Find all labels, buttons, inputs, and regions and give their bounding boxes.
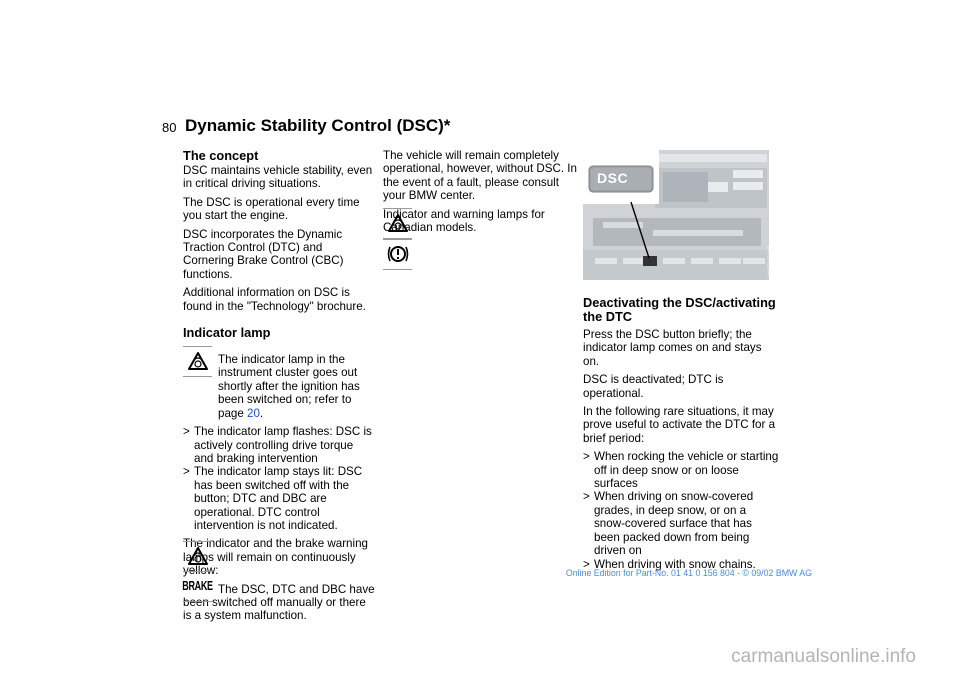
- paragraph: The DSC, DTC and DBC have been switched off manually or there is a system malfunction.: [183, 582, 375, 623]
- dsc-button-photo: [583, 150, 773, 280]
- brake-warning-icon: [183, 571, 212, 602]
- dsc-warning-triangle-icon: [183, 541, 212, 572]
- dsc-button-label: DSC: [597, 170, 629, 186]
- brake-icon-label: BRAKE: [182, 578, 213, 593]
- paragraph: The DSC is operational every time you start the engine.: [183, 195, 360, 223]
- paragraph: Indicator and warning lamps for Canadian models.: [383, 207, 545, 235]
- heading-the-concept: The concept: [183, 148, 259, 163]
- column-2: [383, 149, 577, 274]
- paragraph: Press the DSC button briefly; the indicator lamp comes on and stays on.: [583, 328, 762, 368]
- indicator-text: The indicator lamp in the instrument cluster goes out shortly after the ignition has been switched on; refer to page: [218, 353, 360, 420]
- column-3: [583, 296, 779, 576]
- paragraph: The vehicle will remain completely operational, however, without DSC. In the event of a fault, please consult your BMW center.: [383, 149, 577, 203]
- page-number: 80: [162, 120, 177, 135]
- heading-deactivating-dsc: Deactivating the DSC/activating the DTC: [583, 295, 776, 324]
- list-item: > When driving on snow-covered grades, in deep snow, or on a snow-covered surface that has been packed down from being driven on: [583, 490, 754, 558]
- page-reference-link[interactable]: 20: [247, 406, 260, 420]
- indicator-text-end: .: [259, 406, 264, 420]
- dsc-warning-triangle-icon: [383, 208, 412, 239]
- paragraph: DSC maintains vehicle stability, even in critical driving situations.: [183, 164, 373, 191]
- page-title: Dynamic Stability Control (DSC)*: [185, 116, 451, 135]
- indicator-lamp-note: [183, 341, 375, 420]
- indicator-bullet-list: [183, 425, 375, 532]
- list-item: > The indicator lamp stays lit: DSC has been switched off with the button; DTC and DBC are operational. DTC control intervention is not indicated.: [183, 465, 363, 532]
- dsc-warning-triangle-icon: [183, 346, 212, 377]
- paragraph: DSC is deactivated; DTC is operational.: [583, 373, 724, 400]
- paragraph: The indicator and the brake warning lamps will remain on continuously yellow:: [183, 537, 368, 578]
- column-1: [183, 149, 375, 628]
- dtc-situations-list: [583, 450, 779, 571]
- canadian-lamps-note: [383, 208, 577, 274]
- paragraph: Additional information on DSC is found in the "Technology" brochure.: [183, 286, 366, 313]
- paragraph: In the following rare situations, it may prove useful to activate the DTC for a brief period:: [583, 405, 776, 445]
- brake-warning-note: [183, 537, 375, 622]
- footer-edition-note: Online Edition for Part-No. 01 41 0 156 804 - © 09/02 BMW AG: [565, 568, 812, 578]
- list-item: > When rocking the vehicle or starting off in deep snow or on loose surfaces: [583, 450, 779, 491]
- paragraph: DSC incorporates the Dynamic Traction Control (DTC) and Cornering Brake Control (CBC) functions.: [183, 227, 344, 281]
- watermark: carmanualsonline.info: [731, 646, 916, 667]
- image-code: MV05160 MA: [767, 246, 773, 277]
- heading-indicator-lamp: Indicator lamp: [183, 325, 271, 341]
- brake-exclamation-icon: [383, 239, 412, 270]
- list-item: > The indicator lamp flashes: DSC is actively controlling drive torque and braking intervention: [183, 425, 372, 465]
- list-item: > When driving with snow chains.: [583, 557, 756, 571]
